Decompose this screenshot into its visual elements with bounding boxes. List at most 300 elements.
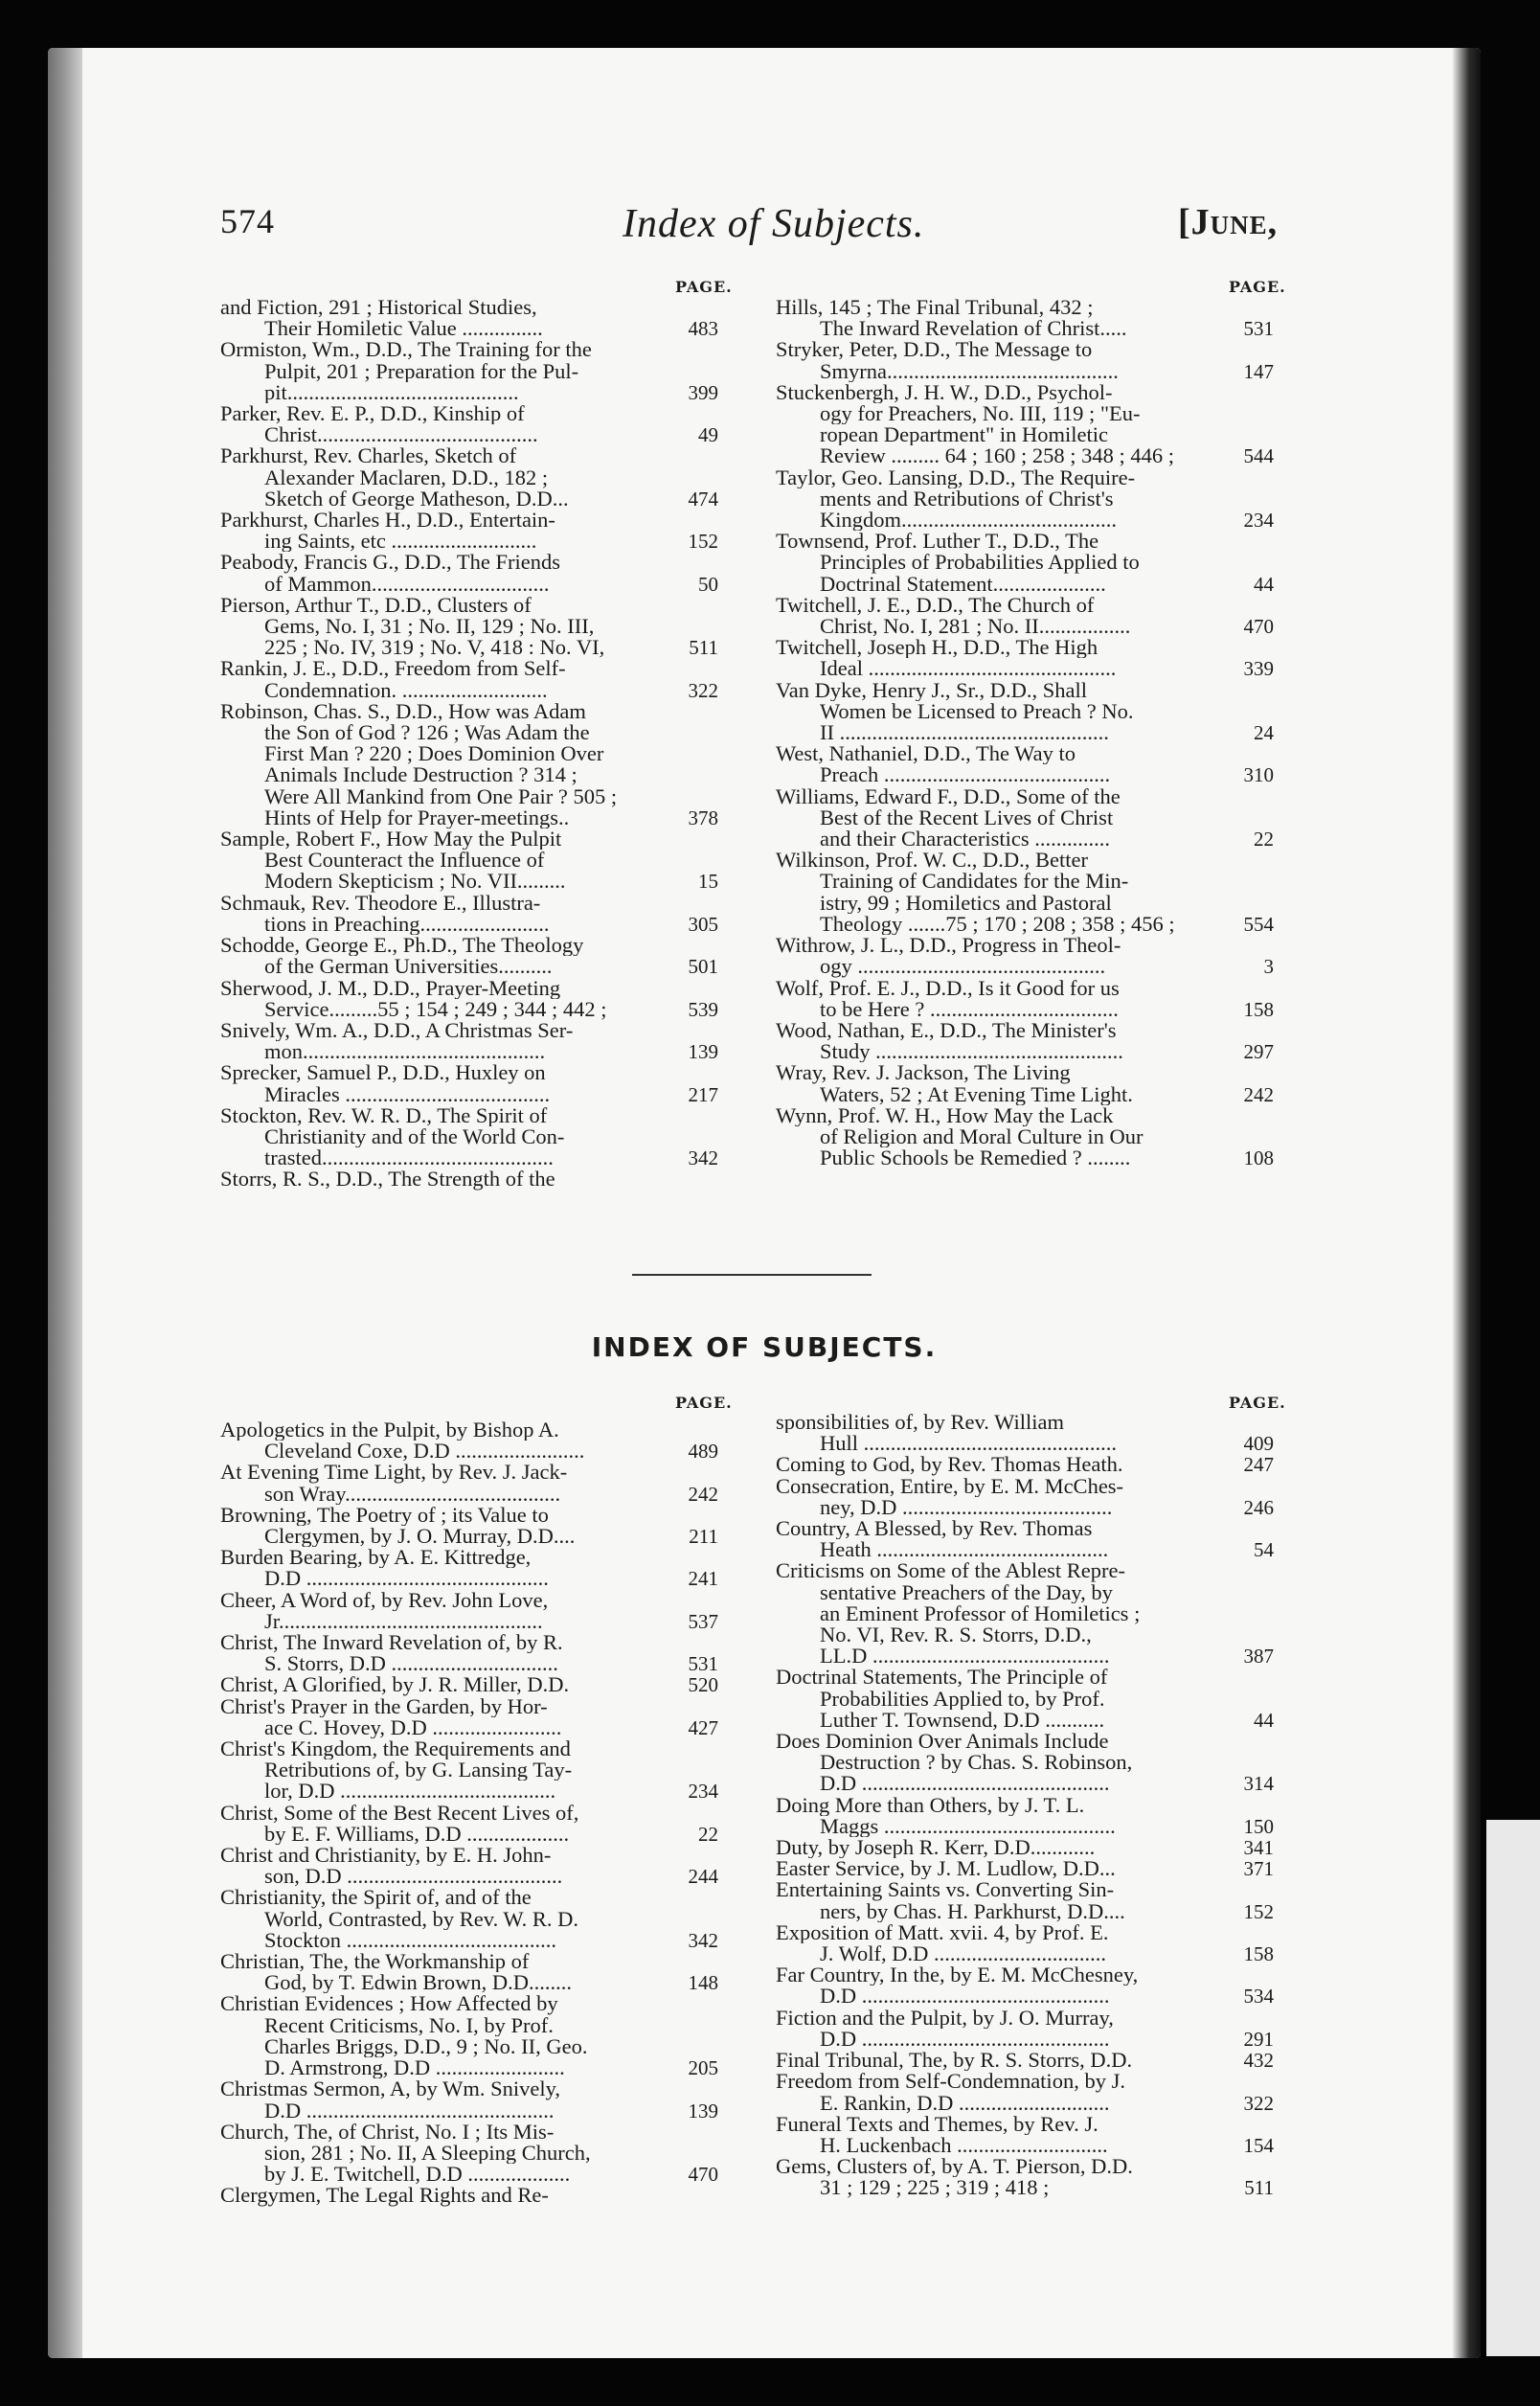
- index-entry-page: 520: [688, 1673, 718, 1697]
- index-entry-line: Christianity, the Spirit of, and of the: [220, 1887, 532, 1909]
- index-entry-line: S. Storrs, D.D ...............................: [264, 1653, 558, 1675]
- index-entry-line: Burden Bearing, by A. E. Kittredge,: [220, 1547, 532, 1569]
- index-entry: [220, 1505, 718, 1547]
- index-entry: [220, 1993, 718, 2078]
- index-entry-line: Were All Mankind from One Pair ? 505 ;: [264, 785, 618, 807]
- index-entry-line: Kingdom........................................: [820, 510, 1118, 532]
- index-entry: [776, 1518, 1274, 1560]
- index-entry: [776, 1858, 1274, 1879]
- index-entry: [220, 1020, 718, 1062]
- index-entry-line: Ideal ..............................................: [820, 658, 1117, 680]
- index-entry-line: Hints of Help for Prayer-meetings..: [264, 806, 570, 829]
- index-entry-line: Van Dyke, Henry J., Sr., D.D., Shall: [776, 679, 1087, 701]
- index-entry-page: 49: [698, 423, 718, 447]
- index-entry-line: pit...........................................: [264, 381, 519, 404]
- index-entry-line: istry, 99 ; Homiletics and Pastoral: [820, 892, 1112, 914]
- index-entry-page: 427: [688, 1715, 718, 1739]
- index-entry-line: Cheer, A Word of, by Rev. John Love,: [220, 1589, 549, 1611]
- index-entry-page: 22: [698, 1822, 718, 1846]
- index-entry-line: West, Nathaniel, D.D., The Way to: [776, 743, 1076, 765]
- index-entry: [776, 637, 1274, 679]
- index-entry-line: Pierson, Arthur T., D.D., Clusters of: [220, 594, 532, 617]
- index-entry-line: Review ......... 64 ; 160 ; 258 ; 348 ; 446 ;: [820, 445, 1174, 467]
- index-entry-line: Far Country, In the, by E. M. McChesney,: [776, 1964, 1139, 1986]
- index-entry-line: sponsibilities of, by Rev. William: [776, 1412, 1064, 1434]
- index-entry-page: 470: [688, 2163, 718, 2187]
- index-entry-page: 531: [1243, 317, 1274, 341]
- index-entry-line: ogy ..............................................: [820, 956, 1106, 978]
- index-entry-line: E. Rankin, D.D ............................: [820, 2092, 1110, 2114]
- index-entry: [776, 935, 1274, 977]
- index-entry-line: Christ, Some of the Best Recent Lives of,: [220, 1802, 579, 1824]
- index-entry: [220, 445, 718, 510]
- index-entry-line: Alexander Maclaren, D.D., 182 ;: [264, 466, 549, 488]
- index-entry-line: Christ and Christianity, by E. H. John-: [220, 1845, 552, 1867]
- index-entry-page: 322: [688, 678, 718, 702]
- subjects-index-right-column: [776, 1412, 1274, 2199]
- index-entry-line: Best of the Recent Lives of Christ: [820, 806, 1114, 829]
- section-divider: [632, 1274, 872, 1276]
- index-entry: [220, 510, 718, 552]
- index-entry-line: Christian, The, the Workmanship of: [220, 1951, 530, 1973]
- index-entry: [776, 680, 1274, 744]
- index-entry-line: Storrs, R. S., D.D., The Strength of the: [220, 1169, 555, 1191]
- index-entry-line: Wood, Nathan, E., D.D., The Minister's: [776, 1019, 1117, 1042]
- index-entry: [220, 1462, 718, 1504]
- index-entry-line: Training of Candidates for the Min-: [820, 871, 1129, 893]
- index-entry-line: Best Counteract the Influence of: [264, 850, 545, 872]
- index-entry: [220, 595, 718, 659]
- index-entry-page: 511: [689, 636, 718, 660]
- index-entry-page: 291: [1243, 2027, 1274, 2051]
- index-entry-line: Easter Service, by J. M. Ludlow, D.D...: [776, 1858, 1116, 1880]
- index-entry-line: Stockton .......................................: [264, 1929, 557, 1952]
- index-entry: [220, 1547, 718, 1589]
- index-entry: [776, 595, 1274, 637]
- page-right-edge-shadow: [1452, 48, 1481, 2358]
- index-entry-page: 371: [1243, 1857, 1274, 1881]
- adjacent-page-edge: [1486, 1820, 1540, 2356]
- index-entry-page: 297: [1243, 1040, 1274, 1064]
- page-spine-shadow: [48, 48, 82, 2358]
- index-entry-page: 432: [1243, 2049, 1274, 2073]
- index-entry: [776, 1795, 1274, 1837]
- index-entry: [220, 701, 718, 828]
- index-entry-page: 15: [698, 870, 718, 894]
- page-number: 574: [220, 202, 275, 240]
- index-entry-line: an Eminent Professor of Homiletics ;: [820, 1602, 1141, 1625]
- index-entry-line: Service.........55 ; 154 ; 249 ; 344 ; 442 ;: [264, 998, 607, 1020]
- index-entry-line: Consecration, Entire, by E. M. McChes-: [776, 1475, 1124, 1497]
- index-entry-page: 489: [688, 1440, 718, 1464]
- index-entry-line: Withrow, J. L., D.D., Progress in Theol-: [776, 935, 1121, 957]
- index-entry: [220, 403, 718, 445]
- index-entry-line: Clergymen, by J. O. Murray, D.D....: [264, 1526, 576, 1548]
- index-entry-line: trasted...........................................: [264, 1147, 554, 1169]
- index-entry-line: Does Dominion Over Animals Include: [776, 1731, 1109, 1753]
- index-entry-line: Rankin, J. E., D.D., Freedom from Self-: [220, 658, 566, 680]
- index-entry: [220, 2078, 718, 2121]
- index-entry-page: 339: [1243, 657, 1274, 681]
- index-entry: [776, 786, 1274, 851]
- index-entry-page: 378: [688, 806, 718, 829]
- index-entry: [220, 339, 718, 403]
- index-entry-line: Christmas Sermon, A, by Wm. Snively,: [220, 2078, 561, 2100]
- index-entry-line: Wilkinson, Prof. W. C., D.D., Better: [776, 850, 1088, 872]
- index-entry-line: Williams, Edward F., D.D., Some of the: [776, 785, 1121, 807]
- index-entry-line: Peabody, Francis G., D.D., The Friends: [220, 552, 560, 574]
- index-entry-page: 152: [688, 530, 718, 554]
- index-entry: [220, 1803, 718, 1845]
- page-column-label: PAGE.: [1229, 278, 1286, 296]
- index-entry-line: Parker, Rev. E. P., D.D., Kinship of: [220, 403, 525, 425]
- index-entry-line: son, D.D ........................................: [264, 1866, 563, 1888]
- index-entry-page: 158: [1243, 1942, 1274, 1966]
- index-entry-line: Criticisms on Some of the Ablest Repre-: [776, 1560, 1125, 1582]
- index-entry-page: 310: [1243, 763, 1274, 787]
- index-entry: [776, 743, 1274, 785]
- index-entry: [776, 1964, 1274, 2007]
- index-entry: [776, 382, 1274, 467]
- index-entry-line: D. Armstrong, D.D ........................: [264, 2057, 565, 2079]
- index-entry-line: The Inward Revelation of Christ.....: [820, 318, 1127, 340]
- index-entry-page: 534: [1243, 1985, 1274, 2009]
- index-entry-line: sentative Preachers of the Day, by: [820, 1581, 1113, 1603]
- index-entry: [220, 1590, 718, 1632]
- index-entry-line: Pulpit, 201 ; Preparation for the Pul-: [264, 360, 579, 382]
- index-entry: [776, 1454, 1274, 1475]
- authors-index-right-column: [776, 297, 1274, 1169]
- index-entry-line: Christian Evidences ; How Affected by: [220, 1993, 558, 2015]
- index-entry: [220, 1887, 718, 1951]
- index-entry-line: Country, A Blessed, by Rev. Thomas: [776, 1518, 1093, 1540]
- index-entry-line: Stryker, Peter, D.D., The Message to: [776, 339, 1093, 361]
- page-column-label: PAGE.: [675, 1394, 733, 1412]
- index-entry-line: Retributions of, by G. Lansing Tay-: [264, 1759, 573, 1782]
- running-month: [June,: [1178, 202, 1279, 242]
- index-entry-line: Funeral Texts and Themes, by Rev. J.: [776, 2113, 1098, 2135]
- index-entry-line: and Fiction, 291 ; Historical Studies,: [220, 297, 537, 319]
- index-entry-line: Women be Licensed to Preach ? No.: [820, 700, 1134, 723]
- index-entry: [776, 531, 1274, 595]
- index-entry-page: 44: [1254, 572, 1274, 596]
- index-entry-line: ney, D.D .......................................: [820, 1496, 1113, 1519]
- index-entry-page: 247: [1243, 1453, 1274, 1477]
- index-entry-page: 24: [1254, 721, 1274, 745]
- index-entry: [776, 1731, 1274, 1795]
- index-entry-line: Hills, 145 ; The Final Tribunal, 432 ;: [776, 297, 1094, 319]
- index-entry-line: Fiction and the Pulpit, by J. O. Murray,: [776, 2007, 1114, 2029]
- index-entry-line: to be Here ? ...................................: [820, 998, 1119, 1020]
- index-entry-line: 31 ; 129 ; 225 ; 319 ; 418 ;: [820, 2177, 1050, 2199]
- index-entry-line: Christ's Prayer in the Garden, by Hor-: [220, 1695, 548, 1717]
- index-entry: [220, 2122, 718, 2186]
- index-entry-line: Schodde, George E., Ph.D., The Theology: [220, 935, 584, 957]
- index-entry-page: 387: [1243, 1645, 1274, 1668]
- index-entry-line: II ..................................................: [820, 722, 1109, 744]
- index-entry-line: Probabilities Applied to, by Prof.: [820, 1688, 1105, 1710]
- index-entry-line: Parkhurst, Rev. Charles, Sketch of: [220, 445, 517, 467]
- index-entry-page: 511: [1244, 2176, 1274, 2200]
- index-entry-line: Their Homiletic Value ...............: [264, 318, 543, 340]
- index-entry-line: D.D ..............................................: [264, 2100, 555, 2122]
- index-entry: [220, 1105, 718, 1169]
- index-entry-line: Christ.........................................: [264, 424, 538, 446]
- index-entry-page: 158: [1243, 997, 1274, 1021]
- index-entry-line: son Wray........................................: [264, 1483, 561, 1505]
- index-entry-page: 242: [688, 1482, 718, 1506]
- page-column-label: PAGE.: [1229, 1394, 1286, 1412]
- index-entry: [220, 552, 718, 594]
- index-entry-line: Final Tribunal, The, by R. S. Storrs, D.D.: [776, 2050, 1133, 2072]
- index-entry-line: Preach ..........................................: [820, 764, 1111, 786]
- index-entry-line: of the German Universities..........: [264, 956, 553, 978]
- index-entry-line: Destruction ? by Chas. S. Robinson,: [820, 1752, 1133, 1774]
- index-entry: [220, 1845, 718, 1887]
- index-entry-line: Coming to God, by Rev. Thomas Heath.: [776, 1454, 1123, 1476]
- index-entry-line: Maggs ...........................................: [820, 1815, 1116, 1838]
- index-entry: [220, 658, 718, 700]
- index-entry-line: Townsend, Prof. Luther T., D.D., The: [776, 531, 1099, 553]
- index-entry: [220, 1062, 718, 1104]
- index-entry-page: 554: [1243, 912, 1274, 936]
- index-entry-page: 246: [1243, 1495, 1274, 1519]
- index-entry-line: lor, D.D ........................................: [264, 1781, 556, 1803]
- index-entry-line: Duty, by Joseph R. Kerr, D.D............: [776, 1837, 1096, 1859]
- index-entry-line: sion, 281 ; No. II, A Sleeping Church,: [264, 2142, 591, 2165]
- index-entry-line: Principles of Probabilities Applied to: [820, 552, 1140, 574]
- index-entry-line: D.D .............................................: [264, 1568, 549, 1590]
- index-entry-line: Sherwood, J. M., D.D., Prayer-Meeting: [220, 977, 561, 999]
- index-entry-line: Condemnation. ...........................: [264, 679, 548, 701]
- index-entry: [220, 978, 718, 1020]
- book-page: [48, 48, 1481, 2358]
- subjects-index-left-column: [220, 1419, 718, 2207]
- index-entry-page: 217: [688, 1082, 718, 1106]
- index-entry-line: D.D ..............................................: [820, 1773, 1110, 1795]
- index-entry-page: 148: [688, 1971, 718, 1995]
- index-entry: [776, 1476, 1274, 1518]
- index-entry: [776, 978, 1274, 1020]
- index-entry-page: 244: [688, 1865, 718, 1889]
- index-entry-line: Luther T. Townsend, D.D ...........: [820, 1709, 1105, 1732]
- index-entry: [220, 1674, 718, 1695]
- index-entry: [776, 850, 1274, 935]
- index-entry-line: J. Wolf, D.D ................................: [820, 1943, 1107, 1965]
- index-entry-line: ace C. Hovey, D.D ........................: [264, 1716, 562, 1739]
- index-entry-line: Jr.................................................: [264, 1610, 543, 1633]
- index-entry: [220, 2185, 718, 2206]
- index-entry-line: Ormiston, Wm., D.D., The Training for the: [220, 339, 592, 361]
- index-entry-page: 50: [698, 572, 718, 596]
- index-entry: [220, 935, 718, 977]
- index-entry: [220, 1738, 718, 1803]
- index-entry-line: ogy for Preachers, No. III, 119 ; "Eu-: [820, 403, 1141, 425]
- index-entry-line: the Son of God ? 126 ; Was Adam the: [264, 722, 590, 744]
- index-entry-line: Sprecker, Samuel P., D.D., Huxley on: [220, 1062, 546, 1084]
- index-entry-page: 211: [689, 1525, 718, 1549]
- index-entry-line: Recent Criticisms, No. I, by Prof.: [264, 2014, 554, 2036]
- index-entry-page: 152: [1243, 1899, 1274, 1923]
- index-entry-page: 242: [1243, 1082, 1274, 1106]
- index-entry-line: Christ, The Inward Revelation of, by R.: [220, 1632, 563, 1654]
- index-entry-page: 474: [688, 487, 718, 511]
- index-entry-line: At Evening Time Light, by Rev. J. Jack-: [220, 1462, 568, 1484]
- index-entry-line: Christianity and of the World Con-: [264, 1125, 565, 1148]
- index-entry-line: of Religion and Moral Culture in Our: [820, 1125, 1144, 1148]
- index-entry-line: Stuckenbergh, J. H. W., D.D., Psychol-: [776, 381, 1113, 404]
- index-entry-page: 44: [1254, 1708, 1274, 1732]
- index-entry-line: LL.D ............................................: [820, 1646, 1110, 1668]
- index-entry-page: 154: [1243, 2133, 1274, 2157]
- index-entry-line: Smyrna...........................................: [820, 360, 1119, 382]
- index-entry-line: Stockton, Rev. W. R. D., The Spirit of: [220, 1104, 548, 1126]
- index-entry-page: 539: [688, 997, 718, 1021]
- index-entry-line: by J. E. Twitchell, D.D ...................: [264, 2164, 571, 2186]
- index-entry-line: ropean Department" in Homiletic: [820, 424, 1108, 446]
- index-entry: [776, 2114, 1274, 2156]
- index-entry-page: 322: [1243, 2091, 1274, 2115]
- index-entry: [776, 339, 1274, 381]
- index-entry: [776, 2071, 1274, 2113]
- index-entry: [776, 1879, 1274, 1921]
- index-entry: [776, 2050, 1274, 2071]
- index-entry-line: Apologetics in the Pulpit, by Bishop A.: [220, 1419, 559, 1441]
- index-entry-line: D.D ..............................................: [820, 2028, 1110, 2051]
- index-entry-page: 54: [1254, 1538, 1274, 1562]
- index-entry-line: Sketch of George Matheson, D.D...: [264, 488, 569, 511]
- index-entry-line: Hull ...............................................: [820, 1433, 1118, 1455]
- index-entry-page: 531: [688, 1652, 718, 1676]
- index-entry-line: Cleveland Coxe, D.D ........................: [264, 1441, 585, 1463]
- index-entry-page: 399: [688, 380, 718, 404]
- index-entry-line: Church, The, of Christ, No. I ; Its Mis-: [220, 2121, 555, 2143]
- index-entry: [776, 297, 1274, 339]
- index-entry-line: Public Schools be Remedied ? ........: [820, 1147, 1131, 1169]
- index-entry-line: Entertaining Saints vs. Converting Sin-: [776, 1879, 1115, 1901]
- index-entry: [220, 1696, 718, 1738]
- index-entry: [776, 1062, 1274, 1104]
- index-entry-page: 409: [1243, 1432, 1274, 1456]
- index-entry-line: Browning, The Poetry of ; its Value to: [220, 1504, 549, 1527]
- index-entry: [776, 1020, 1274, 1062]
- index-entry-line: Charles Briggs, D.D., 9 ; No. II, Geo.: [264, 2035, 588, 2058]
- index-entry: [776, 2156, 1274, 2198]
- index-entry-line: of Mammon.................................: [264, 573, 550, 595]
- index-entry-line: Heath ...........................................: [820, 1539, 1109, 1561]
- index-entry-line: Study ..............................................: [820, 1041, 1123, 1063]
- index-entry: [220, 893, 718, 935]
- index-entry-line: Doctrinal Statement.....................: [820, 573, 1106, 595]
- authors-index-left-column: [220, 297, 718, 1191]
- index-entry-line: Clergymen, The Legal Rights and Re-: [220, 2185, 549, 2207]
- index-entry-page: 139: [688, 1040, 718, 1064]
- index-entry-page: 234: [1243, 509, 1274, 533]
- running-title: Index of Subjects.: [623, 202, 925, 246]
- index-entry-page: 22: [1254, 828, 1274, 851]
- page-column-label: PAGE.: [675, 278, 733, 296]
- index-entry-line: Freedom from Self-Condemnation, by J.: [776, 2071, 1125, 2093]
- index-entry-line: Parkhurst, Charles H., D.D., Entertain-: [220, 510, 555, 532]
- index-entry-page: 139: [688, 2099, 718, 2122]
- index-entry-line: Schmauk, Rev. Theodore E., Illustra-: [220, 892, 541, 914]
- index-entry-line: mon.............................................: [264, 1041, 546, 1063]
- index-entry-page: 501: [688, 955, 718, 979]
- index-entry-page: 147: [1243, 359, 1274, 383]
- index-entry-line: Wolf, Prof. E. J., D.D., Is it Good for us: [776, 977, 1120, 999]
- index-entry-line: Snively, Wm. A., D.D., A Christmas Ser-: [220, 1019, 574, 1042]
- index-entry-page: 3: [1263, 955, 1274, 979]
- index-entry-line: Christ, A Glorified, by J. R. Miller, D.D.: [220, 1674, 570, 1696]
- index-entry-line: Twitchell, Joseph H., D.D., The High: [776, 637, 1098, 659]
- index-entry: [220, 1632, 718, 1674]
- index-entry-line: Doctrinal Statements, The Principle of: [776, 1667, 1108, 1689]
- index-entry: [220, 297, 718, 339]
- index-entry-page: 544: [1243, 444, 1274, 468]
- index-entry-line: Gems, No. I, 31 ; No. II, 129 ; No. III,: [264, 616, 595, 638]
- index-entry-page: 108: [1243, 1146, 1274, 1170]
- index-entry-page: 341: [1243, 1836, 1274, 1860]
- index-entry-line: tions in Preaching........................: [264, 913, 550, 936]
- index-entry-line: Exposition of Matt. xvii. 4, by Prof. E.: [776, 1921, 1109, 1944]
- index-entry-page: 470: [1243, 615, 1274, 639]
- index-entry-line: Twitchell, J. E., D.D., The Church of: [776, 594, 1095, 617]
- index-entry: [776, 2008, 1274, 2050]
- index-entry-line: Robinson, Chas. S., D.D., How was Adam: [220, 700, 586, 723]
- index-entry-line: Gems, Clusters of, by A. T. Pierson, D.D.: [776, 2156, 1133, 2178]
- index-entry-line: ing Saints, etc ...........................: [264, 531, 537, 553]
- index-entry: [776, 1837, 1274, 1858]
- index-entry-page: 234: [688, 1780, 718, 1804]
- index-entry-page: 342: [688, 1146, 718, 1170]
- index-entry-line: Christ, No. I, 281 ; No. II.................: [820, 616, 1131, 638]
- index-entry-line: Doing More than Others, by J. T. L.: [776, 1794, 1085, 1816]
- index-entry-line: D.D ..............................................: [820, 1986, 1110, 2008]
- index-entry-line: No. VI, Rev. R. S. Storrs, D.D.,: [820, 1624, 1092, 1646]
- index-entry: [776, 1667, 1274, 1731]
- index-entry-line: H. Luckenbach ............................: [820, 2134, 1108, 2157]
- index-entry-line: Taylor, Geo. Lansing, D.D., The Require-: [776, 466, 1136, 488]
- index-entry-line: World, Contrasted, by Rev. W. R. D.: [264, 1908, 578, 1930]
- index-entry-page: 483: [688, 317, 718, 341]
- index-entry-page: 205: [688, 2056, 718, 2080]
- index-entry-line: Wray, Rev. J. Jackson, The Living: [776, 1062, 1071, 1084]
- index-entry: [776, 1922, 1274, 1964]
- index-entry-line: Theology .......75 ; 170 ; 208 ; 358 ; 456 ;: [820, 913, 1175, 936]
- index-entry: [220, 1951, 718, 1993]
- index-entry-line: and their Characteristics ..............: [820, 828, 1111, 851]
- index-entry: [220, 1169, 718, 1190]
- index-entry-page: 305: [688, 912, 718, 936]
- index-entry-line: God, by T. Edwin Brown, D.D........: [264, 1972, 573, 1994]
- index-entry: [776, 467, 1274, 532]
- index-entry-line: 225 ; No. IV, 319 ; No. V, 418 : No. VI,: [264, 637, 605, 659]
- index-entry: [776, 1105, 1274, 1169]
- index-entry-page: 314: [1243, 1772, 1274, 1796]
- index-entry-line: Wynn, Prof. W. H., How May the Lack: [776, 1104, 1114, 1126]
- index-entry-line: Sample, Robert F., How May the Pulpit: [220, 828, 562, 851]
- index-entry: [776, 1412, 1274, 1454]
- index-entry-line: ments and Retributions of Christ's: [820, 488, 1114, 511]
- index-entry-line: Christ's Kingdom, the Requirements and: [220, 1738, 571, 1760]
- index-entry-page: 342: [688, 1928, 718, 1952]
- index-entry-line: Animals Include Destruction ? 314 ;: [264, 764, 578, 786]
- section-title: INDEX OF SUBJECTS.: [591, 1331, 938, 1363]
- index-entry-page: 241: [688, 1567, 718, 1591]
- index-entry: [776, 1560, 1274, 1667]
- index-entry-line: ners, by Chas. H. Parkhurst, D.D....: [820, 1900, 1125, 1922]
- index-entry-page: 150: [1243, 1814, 1274, 1838]
